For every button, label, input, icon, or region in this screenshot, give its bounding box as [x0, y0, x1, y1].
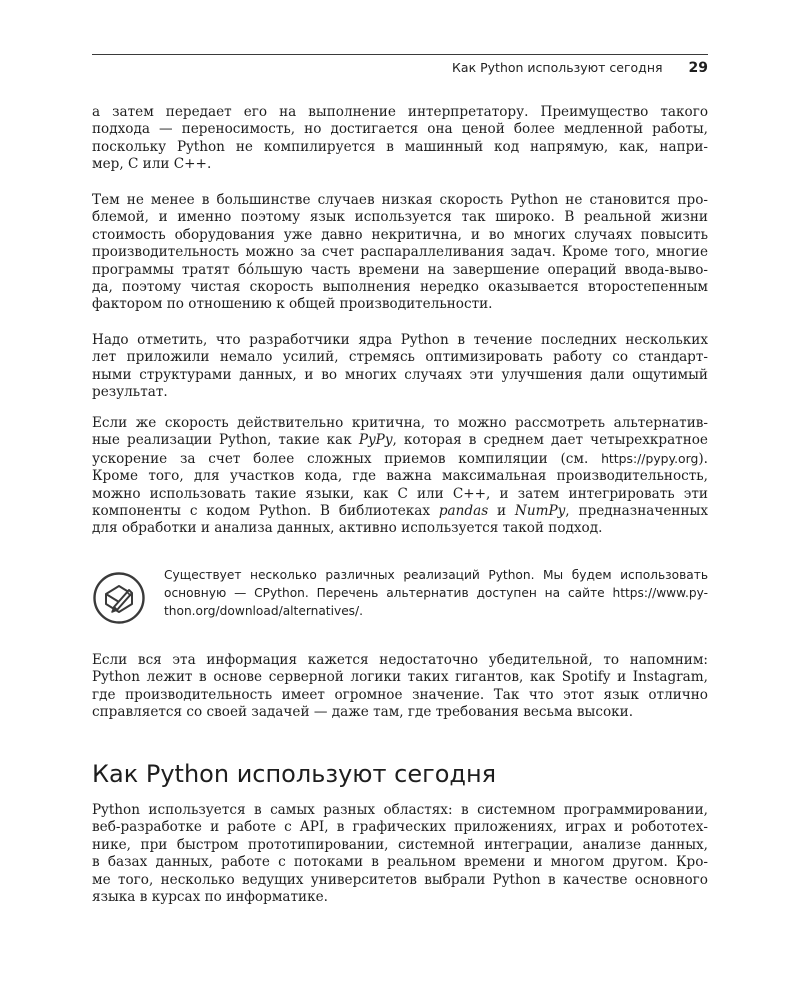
pypy-url: https://pypy.org	[601, 450, 699, 466]
running-header	[452, 60, 708, 76]
text-line: компоненты с кодом Python. В библиотеках pandas и NumPy, предназначенных	[92, 503, 709, 520]
pen-on-paper-icon	[92, 571, 146, 625]
header-rule	[92, 54, 708, 55]
running-header-section-title: Как Python используют сегодня	[452, 60, 663, 75]
page-number: 29	[688, 60, 708, 76]
text-line: ные реализации Python, такие как PyPy, которая в среднем дает четырехкратное	[92, 432, 708, 449]
text-line: поскольку Python не компилируется в машинный код напрямую, как, напри-	[92, 138, 708, 155]
text-line: ными структурами данных, и во многих случаях эти улучшения дали ощутимый	[92, 366, 708, 383]
pandas-term: pandas	[438, 503, 489, 520]
text-line: Тем не менее в большинстве случаев низкая скорость Python не становится про-	[92, 192, 708, 208]
text-line: ме того, несколько ведущих университетов выбрали Python в качестве основного	[92, 871, 708, 888]
note-line: Существует несколько различных реализаций Python. Мы будем использовать	[164, 568, 708, 582]
text-line: а затем передает его на выполнение интерпретатору. Преимущество такого	[92, 104, 708, 120]
note-text	[164, 566, 708, 620]
text-line: ускорение за счет более сложных приемов компиляции (см. https://pypy.org).	[92, 450, 708, 467]
text-line: блемой, и именно поэтому язык используется так широко. В реальной жизни	[92, 209, 708, 226]
text-line: Кроме того, для участков кода, где важна максимальная производительность,	[92, 468, 708, 485]
text-line: можно использовать такие языки, как C или C++, и затем интегрировать эти	[92, 485, 708, 502]
paragraph-3	[92, 332, 708, 402]
text-line: фактором по отношению к общей производительности.	[92, 296, 493, 313]
note-line: thon.org/download/alternatives/.	[164, 604, 364, 618]
text-line: справляется со своей задачей — даже там, где требования весьма высоки.	[92, 704, 634, 721]
paragraph-5	[92, 652, 708, 722]
note-block	[92, 566, 708, 630]
text-line: Если же скорость действительно критична, то можно рассмотреть альтернатив-	[92, 415, 708, 431]
text-line: Если вся эта информация кажется недостаточно убедительной, то напомним:	[92, 652, 708, 668]
text-line: в базах данных, работе с потоками в реальном времени и многом другом. Кро-	[92, 854, 708, 871]
note-line: основную — CPython. Перечень альтернатив доступен на сайте https://www.py-	[164, 586, 708, 600]
text-line: языка в курсах по информатике.	[92, 889, 328, 906]
book-page	[92, 0, 708, 1000]
text-line: мер, C или C++.	[92, 156, 212, 173]
text-line: для обработки и анализа данных, активно используется такой подход.	[92, 520, 603, 537]
paragraph-2	[92, 192, 708, 314]
text-line: нике, при быстром прототипировании, системной интеграции, анализе данных,	[92, 836, 708, 853]
text-line: веб-разработке и работе с API, в графических приложениях, играх и робототех-	[92, 819, 708, 836]
paragraph-1	[92, 104, 708, 174]
section-heading: Как Python используют сегодня	[92, 760, 497, 788]
text-line: результат.	[92, 384, 168, 401]
paragraph-6	[92, 802, 708, 906]
text-line: лет приложили немало усилий, стремясь оптимизировать работу со стандарт-	[92, 349, 708, 366]
pypy-term: PyPy	[358, 432, 393, 449]
text-line: Python лежит в основе серверной логики таких гигантов, как Spotify и Instagram,	[92, 669, 708, 686]
text-line: где производительность имеет огромное значение. Так что этот язык отлично	[92, 686, 708, 703]
text-line: стоимость оборудования уже давно некритична, и во многих случаях повысить	[92, 226, 708, 243]
paragraph-4	[92, 415, 708, 538]
text-line: подхода — переносимость, но достигается она ценой более медленной работы,	[92, 121, 708, 138]
text-line: производительность можно за счет распараллеливания задач. Кроме того, многие	[92, 244, 708, 261]
text-line: Python используется в самых разных областях: в системном программировании,	[92, 802, 708, 818]
text-line: программы тратят бóльшую часть времени на завершение операций ввода-выво-	[92, 261, 708, 278]
numpy-term: NumPy	[514, 503, 566, 520]
text-line: Надо отметить, что разработчики ядра Python в течение последних нескольких	[92, 332, 708, 348]
text-line: да, поэтому чистая скорость выполнения нередко оказывается второстепенным	[92, 279, 708, 296]
